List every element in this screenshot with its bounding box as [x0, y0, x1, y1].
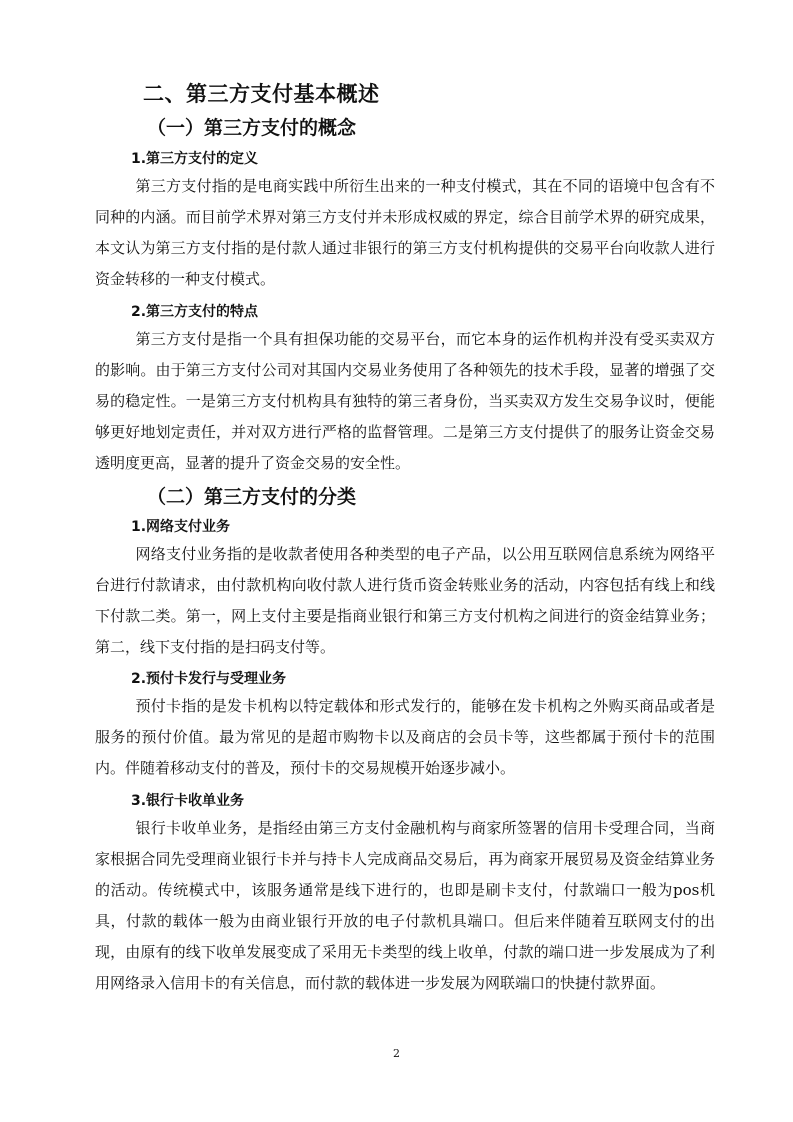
paragraph-network-payment: 网络支付业务指的是收款者使用各种类型的电子产品，以公用互联网信息系统为网络平台进行付款请求，由付款机构向收付款人进行货币资金转账业务的活动，内容包括有线上和线下付款二类。第一，网上支付主要是指商业银行和第三方支付机构之间进行的资金结算业务；第二，线下支付指的是扫码支付等。	[95, 545, 715, 656]
heading-prepaid-card: 2.预付卡发行与受理业务	[131, 671, 287, 687]
paragraph-bank-card-acquiring: 银行卡收单业务，是指经由第三方支付金融机构与商家所签署的信用卡受理合同，当商家根据合同先受理商业银行卡并与持卡人完成商品交易后，再为商家开展贸易及资金结算业务的活动。传统模式中，该服务通常是线下进行的，也即是刷卡支付，付款端口一般为pos机具，付款的载体一般为由商业银行开放的电子付款机具端口。但后来伴随着互联网支付的出现，由原有的线下收单发展变成了采用无卡类型的线上收单，付款的端口进一步发展成为了利用网络录入信用卡的有关信息，而付款的载体进一步发展为网联端口的快捷付款界面。	[95, 819, 715, 992]
section-title: 二、第三方支付基本概述	[143, 82, 380, 106]
subsection-title-concept: （一）第三方支付的概念	[147, 117, 357, 139]
paragraph-prepaid-card: 预付卡指的是发卡机构以特定载体和形式发行的，能够在发卡机构之外购买商品或者是服务的预付价值。最为常见的是超市购物卡以及商店的会员卡等，这些都属于预付卡的范围内。伴随着移动支付的普及，预付卡的交易规模开始逐步减小。	[95, 697, 715, 777]
page-number: 2	[393, 1047, 400, 1060]
heading-features: 2.第三方支付的特点	[131, 304, 259, 320]
subsection-title-classification: （二）第三方支付的分类	[147, 486, 357, 508]
heading-bank-card-acquiring: 3.银行卡收单业务	[131, 793, 245, 809]
heading-network-payment: 1.网络支付业务	[131, 519, 231, 535]
paragraph-features: 第三方支付是指一个具有担保功能的交易平台，而它本身的运作机构并没有受买卖双方的影响。由于第三方支付公司对其国内交易业务使用了各种领先的技术手段，显著的增强了交易的稳定性。一是第三方支付机构具有独特的第三者身份，当买卖双方发生交易争议时，便能够更好地划定责任，并对双方进行严格的监督管理。二是第三方支付提供了的服务让资金交易透明度更高，显著的提升了资金交易的安全性。	[95, 330, 715, 472]
heading-definition: 1.第三方支付的定义	[131, 151, 259, 167]
paragraph-definition: 第三方支付指的是电商实践中所衍生出来的一种支付模式，其在不同的语境中包含有不同种的内涵。而目前学术界对第三方支付并未形成权威的界定，综合目前学术界的研究成果，本文认为第三方支付指的是付款人通过非银行的第三方支付机构提供的交易平台向收款人进行资金转移的一种支付模式。	[95, 177, 715, 288]
